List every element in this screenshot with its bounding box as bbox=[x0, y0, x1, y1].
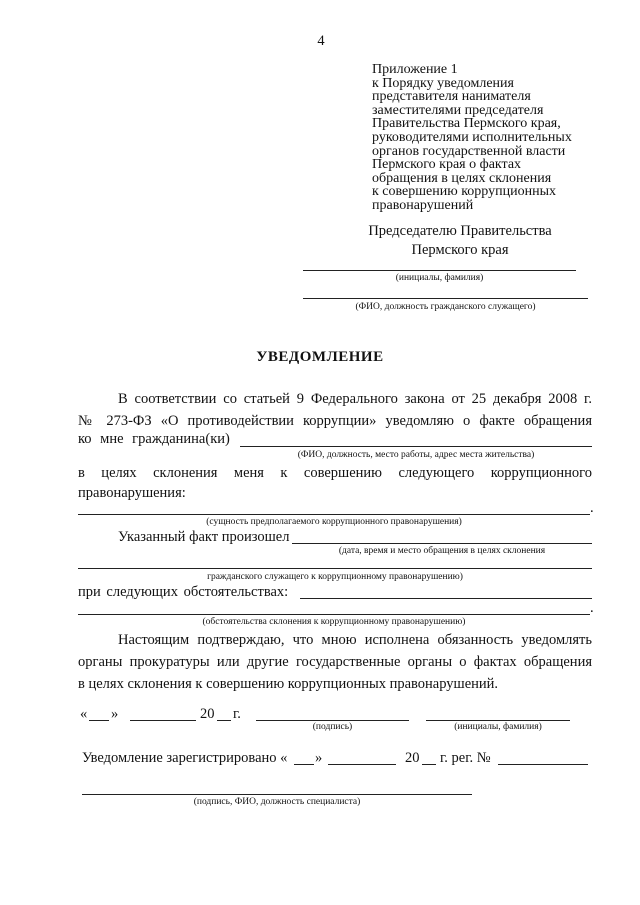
day-fill-line bbox=[89, 720, 109, 721]
confirm-line-2: органы прокуратуры или другие государственные органы о фактах обращения bbox=[78, 654, 592, 670]
addressee-fio-line bbox=[303, 298, 588, 299]
paragraph-1-line-2: № 273-ФЗ «О противодействии коррупции» уведомляю о факте обращения bbox=[78, 413, 592, 429]
caption-initials: (инициалы, фамилия) bbox=[395, 273, 484, 283]
circumstances-prefix: при следующих обстоятельствах: bbox=[78, 584, 289, 600]
addressee-line-1: Председателю Правительства bbox=[368, 223, 552, 239]
registration-text: Уведомление зарегистрировано « bbox=[82, 750, 288, 766]
circumstances-fill-line bbox=[300, 598, 592, 599]
reg-day-fill-line bbox=[294, 764, 314, 765]
caption-date-1: (дата, время и место обращения в целях склонения bbox=[338, 546, 546, 556]
fact-prefix: Указанный факт произошел bbox=[118, 529, 290, 545]
signature-fill-line bbox=[256, 720, 409, 721]
appendix-line: представителя нанимателя bbox=[372, 89, 531, 105]
date-close-quote: » bbox=[111, 706, 119, 722]
caption-fio-position: (ФИО, должность гражданского служащего) bbox=[355, 302, 536, 312]
paragraph-2-line-1: в целях склонения меня к совершению следующего коррупционного bbox=[78, 465, 592, 481]
caption-signature-initials: (инициалы, фамилия) bbox=[454, 722, 542, 732]
document-title: УВЕДОМЛЕНИЕ bbox=[256, 349, 384, 365]
reg-month-fill-line bbox=[328, 764, 396, 765]
caption-date-2: гражданского служащего к коррупционному правонарушению) bbox=[207, 572, 463, 582]
year-suffix: г. bbox=[233, 706, 241, 722]
fact-fill-line bbox=[292, 543, 592, 544]
essence-fill-line bbox=[78, 514, 590, 515]
appendix-line: заместителями председателя bbox=[372, 102, 544, 118]
date-open-quote: « bbox=[80, 706, 88, 722]
specialist-fill-line bbox=[82, 794, 472, 795]
appendix-line: правонарушений bbox=[372, 197, 474, 213]
year-fill-line bbox=[217, 720, 231, 721]
circumstances-period: . bbox=[590, 600, 594, 616]
addressee-block bbox=[340, 222, 580, 260]
paragraph-2-line-2: правонарушения: bbox=[78, 485, 186, 501]
confirm-line-3: в целях склонения к совершению коррупционных правонарушений. bbox=[78, 676, 499, 692]
circumstances-fill-line-2 bbox=[78, 614, 590, 615]
fact-fill-line-2 bbox=[78, 568, 592, 569]
citizen-prefix: ко мне гражданина(ки) bbox=[78, 431, 230, 447]
appendix-line: обращения в целях склонения bbox=[372, 170, 552, 186]
confirm-line-1: Настоящим подтверждаю, что мною исполнена обязанность уведомлять bbox=[118, 632, 592, 648]
caption-specialist: (подпись, ФИО, должность специалиста) bbox=[193, 797, 361, 807]
registration-close-quote: » bbox=[315, 750, 323, 766]
registration-number-label: г. рег. № bbox=[440, 750, 491, 766]
caption-essence: (сущность предполагаемого коррупционного правонарушения) bbox=[206, 517, 462, 527]
caption-circumstances: (обстоятельства склонения к коррупционному правонарушению) bbox=[202, 617, 466, 627]
appendix-line: к Порядку уведомления bbox=[372, 75, 514, 91]
registration-year-prefix: 20 bbox=[405, 750, 420, 766]
year-prefix: 20 bbox=[200, 706, 215, 722]
essence-period: . bbox=[590, 500, 594, 516]
caption-citizen: (ФИО, должность, место работы, адрес места жительства) bbox=[297, 450, 535, 460]
paragraph-1-line-1: В соответствии со статьей 9 Федерального закона от 25 декабря 2008 г. bbox=[118, 391, 592, 407]
appendix-line: к совершению коррупционных bbox=[372, 184, 556, 200]
addressee-initials-line bbox=[303, 270, 576, 271]
appendix-line: Пермского края о фактах bbox=[372, 157, 522, 173]
caption-signature: (подпись) bbox=[312, 722, 353, 732]
citizen-fill-line bbox=[240, 446, 592, 447]
reg-year-fill-line bbox=[422, 764, 436, 765]
appendix-line: Правительства Пермского края, bbox=[372, 116, 561, 132]
appendix-line: Приложение 1 bbox=[372, 62, 458, 77]
appendix-block bbox=[372, 63, 572, 213]
initials-fill-line bbox=[426, 720, 570, 721]
appendix-line: органов государственной власти bbox=[372, 143, 566, 159]
month-fill-line bbox=[130, 720, 196, 721]
addressee-line-2: Пермского края bbox=[411, 242, 509, 258]
appendix-line: руководителями исполнительных bbox=[372, 129, 572, 145]
page-number: 4 bbox=[317, 33, 325, 49]
reg-number-fill-line bbox=[498, 764, 588, 765]
